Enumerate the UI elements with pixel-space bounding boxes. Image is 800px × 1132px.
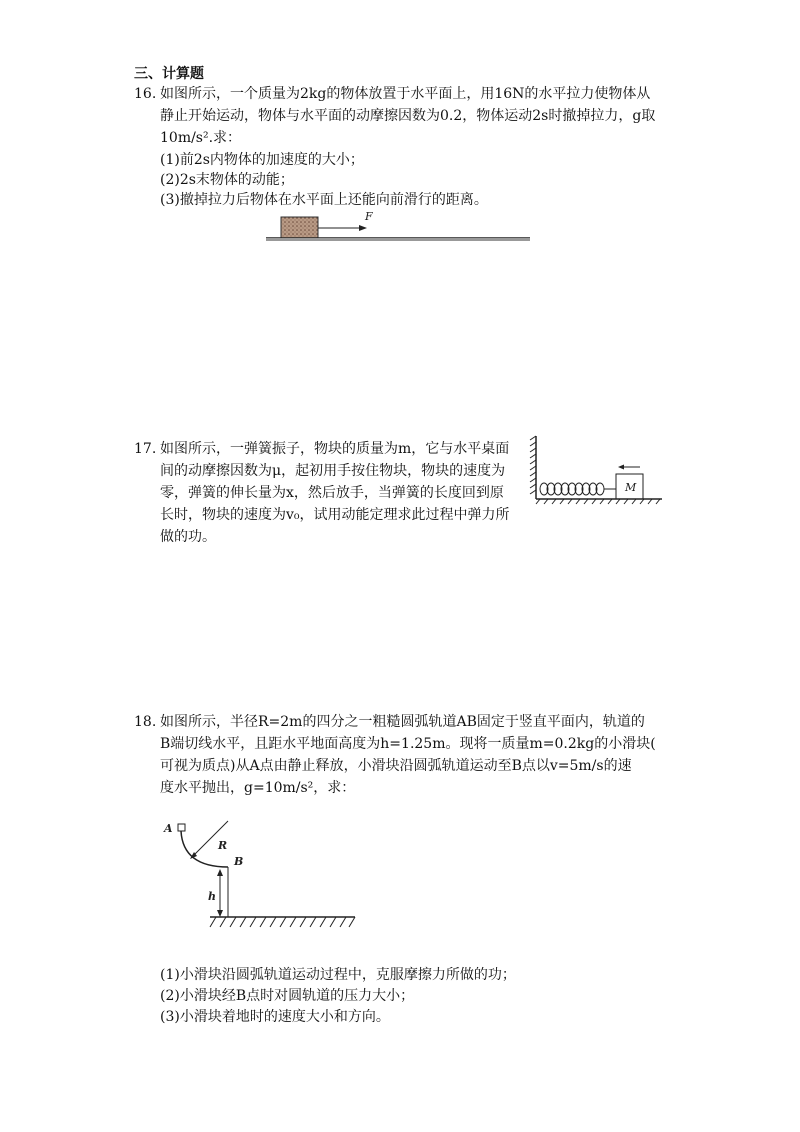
q17-number: 17.	[134, 441, 157, 457]
q16-block	[281, 217, 318, 238]
q16-arrow-head	[359, 225, 367, 231]
q16-force-label: F	[365, 210, 373, 223]
q17-mass-label: M	[625, 481, 637, 494]
q18-part-2: (2)小滑块经B点时对圆轨道的压力大小；	[160, 988, 415, 1004]
q16-line-3: 10m/s².求：	[160, 130, 242, 146]
q16-line-1: 如图所示，一个质量为2kg的物体放置于水平面上，用16N的水平拉力使物体从	[160, 86, 651, 102]
q16-part-1: (1)前2s内物体的加速度的大小；	[160, 152, 364, 168]
q18-label-a: A	[164, 822, 173, 835]
q17-line-2: 间的动摩擦因数为μ，起初用手按住物块，物块的速度为	[160, 463, 506, 479]
q18-line-4: 度水平抛出，g=10m/s²，求：	[160, 780, 356, 796]
q16-line-2: 静止开始运动，物体与水平面的动摩擦因数为0.2，物体运动2s时撤掉拉力，g取	[160, 108, 656, 124]
q18-part-3: (3)小滑块着地时的速度大小和方向。	[160, 1009, 390, 1025]
q18-line-2: B端切线水平，且距水平地面高度为h=1.25m。现将一质量m=0.2kg的小滑块(	[160, 736, 656, 752]
q17-arrow-head	[618, 465, 624, 470]
q18-figure	[160, 815, 360, 940]
q16-part-3: (3)撤掉拉力后物体在水平面上还能向前滑行的距离。	[160, 192, 488, 208]
q16-ground-hatch	[266, 238, 530, 241]
q18-ground-hatch	[210, 917, 355, 927]
q17-spring	[540, 483, 616, 495]
q18-part-1: (1)小滑块沿圆弧轨道运动过程中，克服摩擦力所做的功；	[160, 967, 516, 983]
section-title: 三、计算题	[134, 66, 204, 82]
q17-line-3: 零，弹簧的伸长量为x，然后放手，当弹簧的长度回到原	[160, 485, 504, 501]
q17-figure	[528, 434, 668, 514]
q16-figure	[260, 205, 540, 250]
q18-label-h: h	[208, 890, 216, 903]
q18-number: 18.	[134, 714, 157, 730]
q18-slider-block	[178, 824, 185, 831]
q16-number: 16.	[134, 86, 157, 102]
q17-line-4: 长时，物块的速度为v₀，试用动能定理求此过程中弹力所	[160, 507, 510, 523]
q18-height-arrow-top	[217, 869, 223, 876]
q17-line-5: 做的功。	[160, 529, 216, 545]
q17-line-1: 如图所示，一弹簧振子，物块的质量为m，它与水平桌面	[160, 441, 510, 457]
q17-wall-hatch	[530, 436, 536, 494]
q16-part-2: (2)2s末物体的动能；	[160, 172, 294, 188]
q18-label-r: R	[218, 839, 228, 852]
q18-line-1: 如图所示，半径R=2m的四分之一粗糙圆弧轨道AB固定于竖直平面内，轨道的	[160, 714, 645, 730]
q18-label-b: B	[234, 855, 244, 868]
q18-line-3: 可视为质点)从A点由静止释放，小滑块沿圆弧轨道运动至B点以v=5m/s的速	[160, 758, 632, 774]
q18-height-arrow-bottom	[217, 910, 223, 917]
